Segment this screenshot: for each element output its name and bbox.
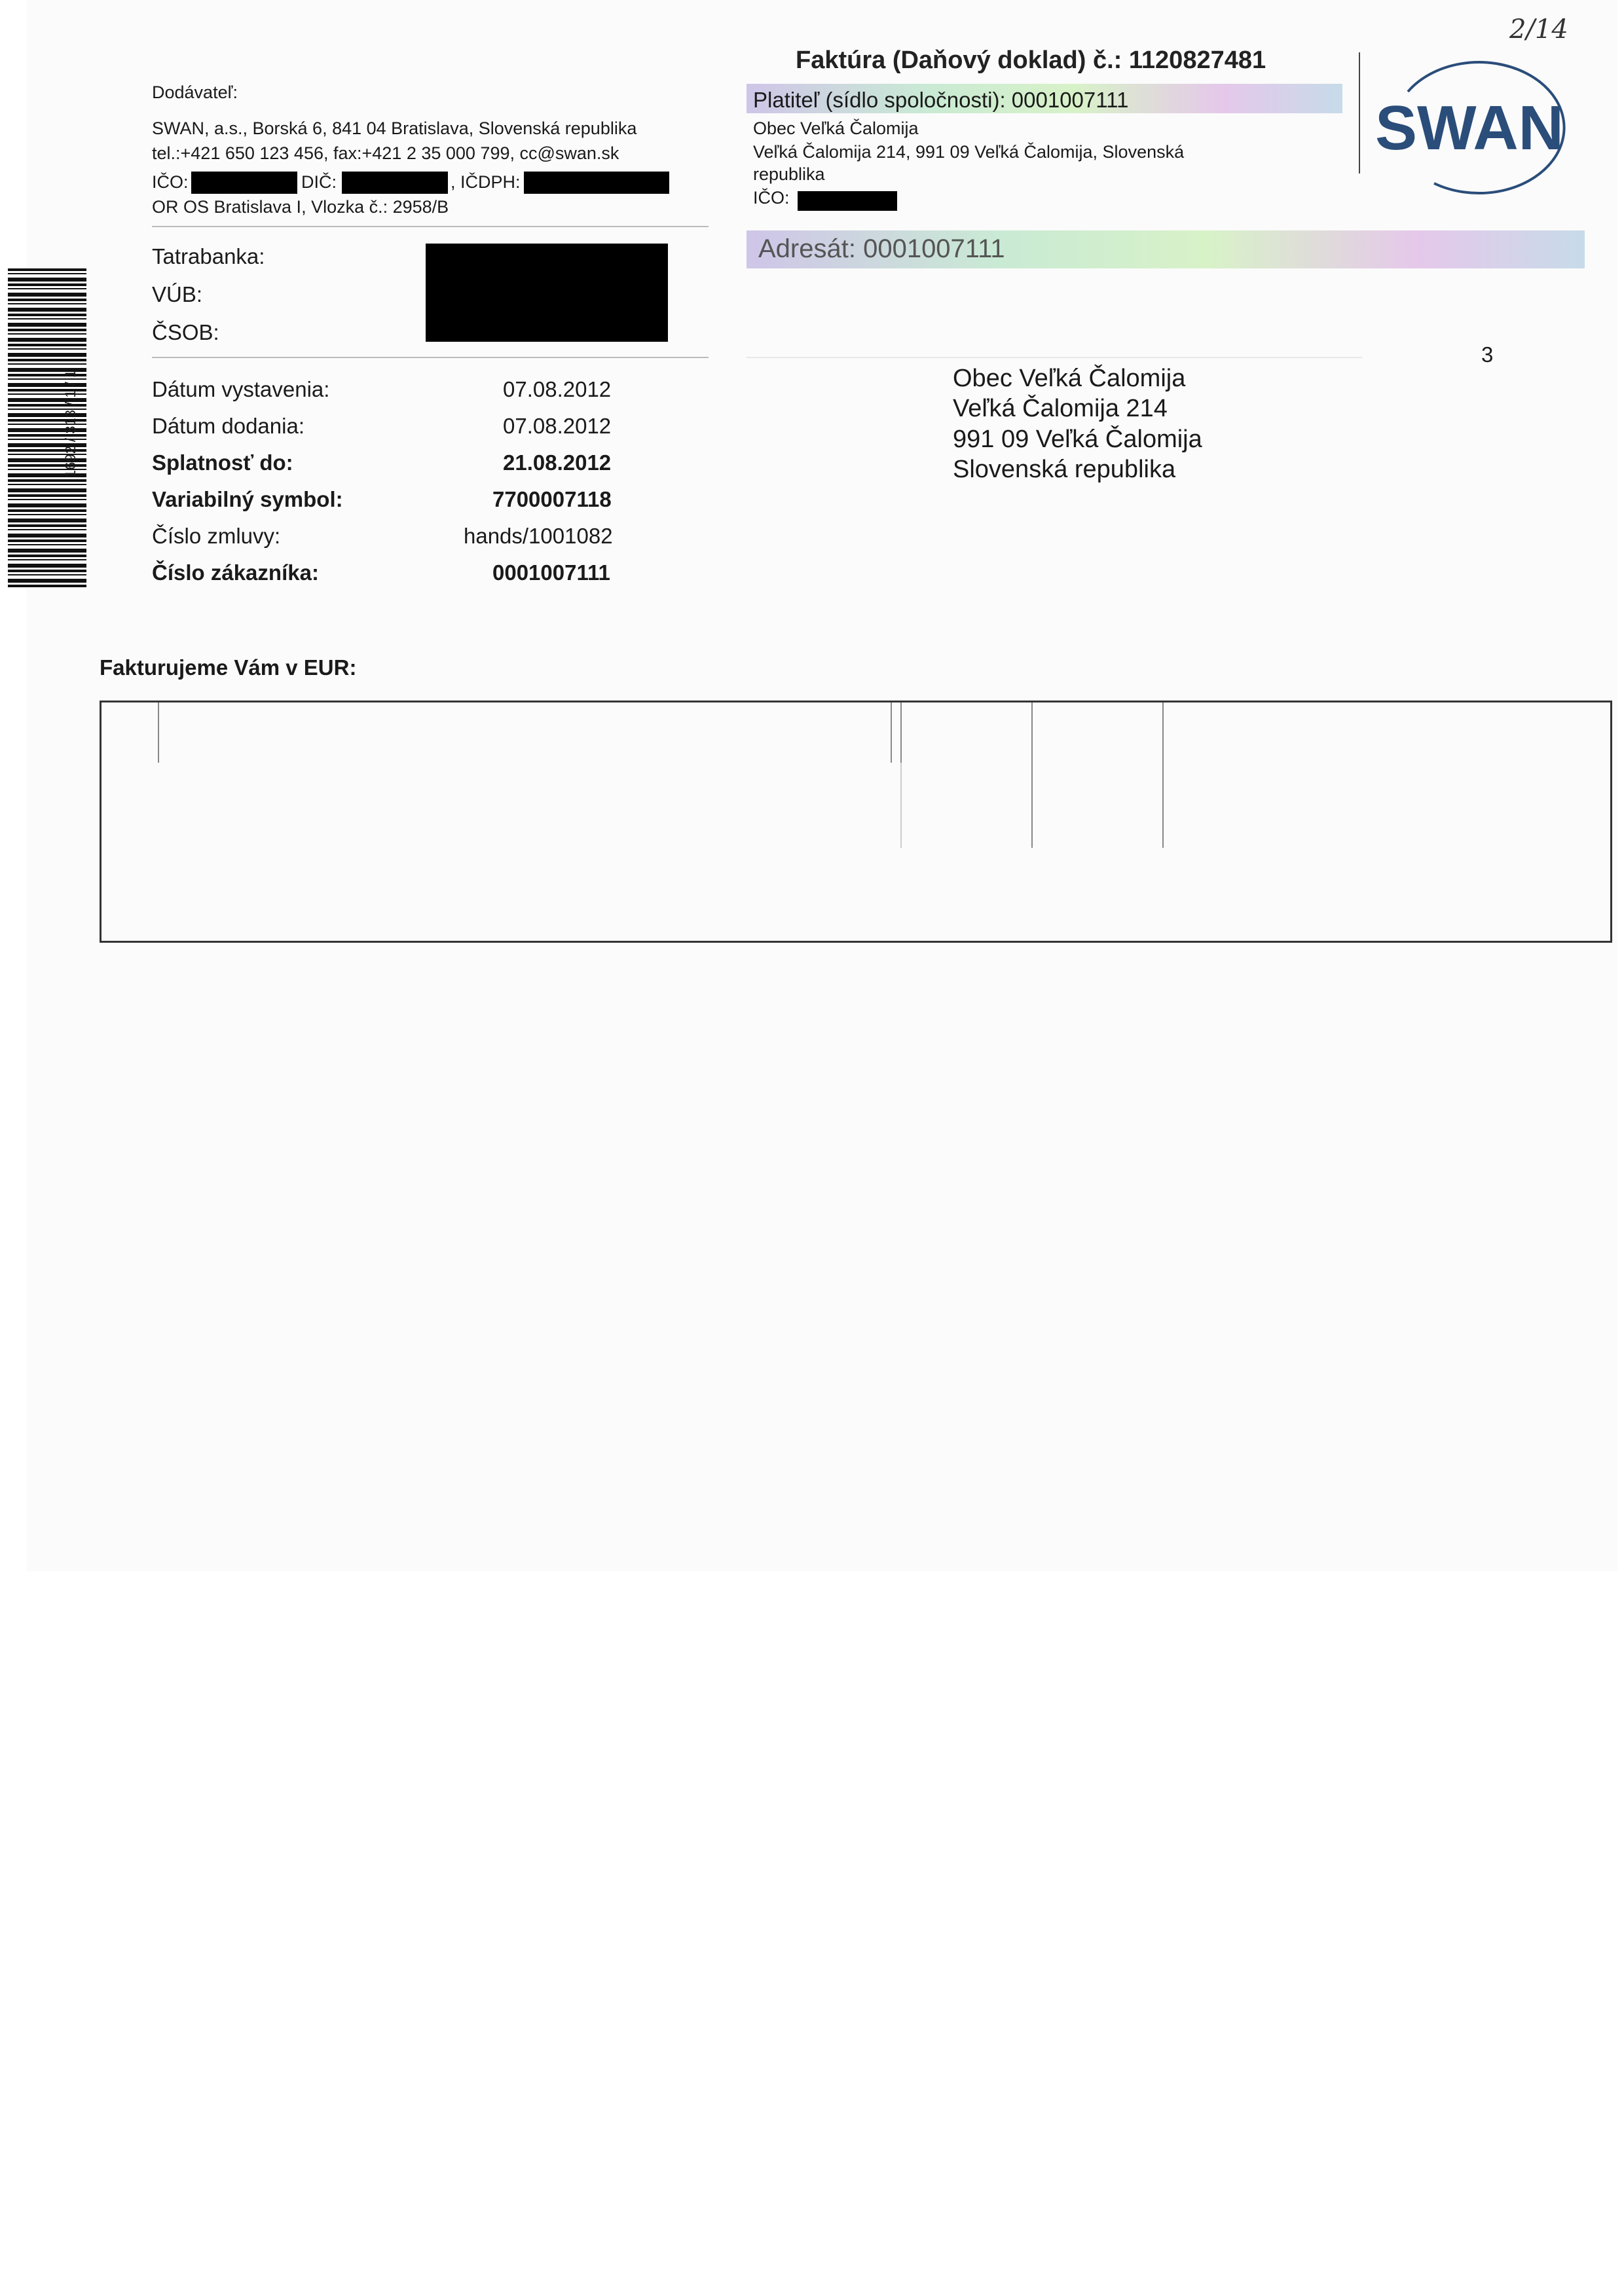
- redacted-bank-accounts: [426, 244, 668, 342]
- date-value: 07.08.2012: [503, 377, 612, 401]
- barcode-text: 1692 / 313 / 1 / 1: [62, 369, 79, 478]
- supplier-dic-label: DIČ:: [301, 172, 337, 192]
- divider: [152, 357, 709, 358]
- redacted-dic: [342, 172, 448, 194]
- logo-divider: [1359, 52, 1360, 173]
- redacted-ico: [191, 172, 297, 194]
- payer-address-2: republika: [753, 164, 825, 184]
- payer-band-text: Platiteľ (sídlo spoločnosti): 0001007111: [753, 88, 1129, 112]
- column-divider: [900, 763, 902, 848]
- supplier-label: Dodávateľ:: [152, 82, 238, 102]
- bank-vub: VÚB:: [152, 282, 203, 306]
- items-table: [100, 701, 1612, 943]
- supplier-register: OR OS Bratislava I, Vlozka č.: 2958/B: [152, 197, 449, 217]
- header-divider: [158, 702, 159, 763]
- supplier-icdph-label: , IČDPH:: [451, 172, 521, 192]
- bank-tatrabanka: Tatrabanka:: [152, 244, 265, 268]
- supplier-address: SWAN, a.s., Borská 6, 841 04 Bratislava, Slovenská republika: [152, 118, 637, 138]
- invoice-title: Faktúra (Daňový doklad) č.: 1120827481: [796, 46, 1266, 74]
- recipient-line: 991 09 Veľká Čalomija: [953, 425, 1202, 453]
- divider: [152, 226, 709, 227]
- date-label: Splatnosť do:: [152, 450, 293, 475]
- payer-name: Obec Veľká Čalomija: [753, 118, 919, 138]
- column-divider: [1162, 702, 1164, 848]
- recipient-line: Slovenská republika: [953, 456, 1176, 484]
- recipient-line: Veľká Čalomija 214: [953, 395, 1168, 423]
- divider: [747, 357, 1362, 358]
- redacted-payer-ico: [798, 191, 897, 211]
- date-label: Dátum dodania:: [152, 414, 304, 438]
- bank-csob: ČSOB:: [152, 320, 219, 344]
- date-label: Dátum vystavenia:: [152, 377, 330, 401]
- addressee-band-text: Adresát: 0001007111: [758, 234, 1005, 263]
- page-number: 3: [1481, 342, 1494, 367]
- date-label: Číslo zákazníka:: [152, 560, 319, 585]
- date-value: 07.08.2012: [503, 414, 612, 438]
- handwritten-note: 2/14: [1509, 14, 1568, 45]
- payer-address: Veľká Čalomija 214, 991 09 Veľká Čalomija, Slovenská: [753, 142, 1185, 162]
- date-value: 7700007118: [492, 487, 612, 511]
- recipient-line: Obec Veľká Čalomija: [953, 365, 1186, 392]
- date-value: 21.08.2012: [503, 450, 612, 475]
- header-divider: [891, 702, 892, 763]
- recipient-address: [953, 363, 1202, 484]
- swan-logo-text: SWAN: [1375, 93, 1564, 163]
- date-label: Variabilný symbol:: [152, 487, 343, 511]
- date-label: Číslo zmluvy:: [152, 524, 281, 548]
- billing-heading: Fakturujeme Vám v EUR:: [100, 655, 357, 680]
- redacted-icdph: [524, 172, 669, 194]
- swan-logo: [1362, 52, 1578, 196]
- payer-ico-label: IČO:: [753, 188, 790, 208]
- supplier-contact: tel.:+421 650 123 456, fax:+421 2 35 000 799, cc@swan.sk: [152, 143, 619, 163]
- date-value: 0001007111: [492, 560, 610, 585]
- column-divider: [1031, 702, 1033, 848]
- supplier-ico-label: IČO:: [152, 172, 189, 192]
- date-value: hands/1001082: [464, 524, 613, 548]
- header-divider: [900, 702, 902, 763]
